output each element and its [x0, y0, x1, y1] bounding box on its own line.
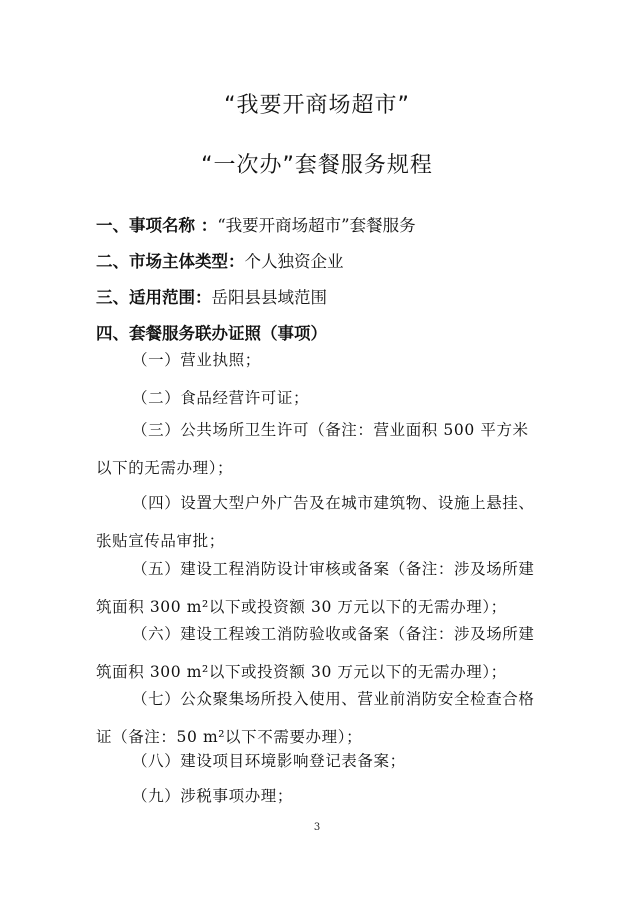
license-item: （五）建设工程消防设计审核或备案（备注：涉及场所建筑面积 300 m²以下或投资额 30 万元以下的无需办理）； — [96, 560, 535, 616]
section-entity-type — [96, 250, 344, 274]
license-item: （九）涉税事项办理； — [132, 787, 294, 805]
section-label: 一、事项名称 ： — [96, 216, 218, 235]
section-value: 个人独资企业 — [244, 252, 344, 271]
license-item: （一）营业执照； — [132, 351, 261, 369]
section-value: “我要开商场超市”套餐服务 — [217, 216, 416, 235]
document-title-line-2: “一次办”套餐服务规程 — [201, 153, 433, 178]
license-item: （二）食品经营许可证； — [132, 389, 310, 407]
section-value: 岳阳县县域范围 — [211, 288, 327, 307]
license-item: （六）建设工程竣工消防验收或备案（备注：涉及场所建筑面积 300 m²以下或投资额 30 万元以下的无需办理）； — [96, 625, 535, 681]
license-item: （七）公众聚集场所投入使用、营业前消防安全检查合格证（备注：50 m²以下不需要办理）； — [96, 690, 535, 746]
license-item: （三）公共场所卫生许可（备注：营业面积 500 平方米以下的无需办理）； — [96, 421, 529, 477]
section-scope — [96, 286, 327, 310]
section-label: 三、适用范围： — [96, 288, 212, 307]
section-label: 四、套餐服务联办证照（事项） — [96, 324, 327, 343]
document-title-line-1: “我要开商场超市” — [224, 93, 410, 118]
license-item: （四）设置大型户外广告及在城市建筑物、设施上悬挂、张贴宣传品审批； — [96, 494, 535, 550]
section-item-name — [96, 214, 416, 238]
section-label: 二、市场主体类型： — [96, 252, 245, 271]
license-item: （八）建设项目环境影响登记表备案； — [132, 752, 406, 770]
page-number: 3 — [313, 822, 321, 833]
